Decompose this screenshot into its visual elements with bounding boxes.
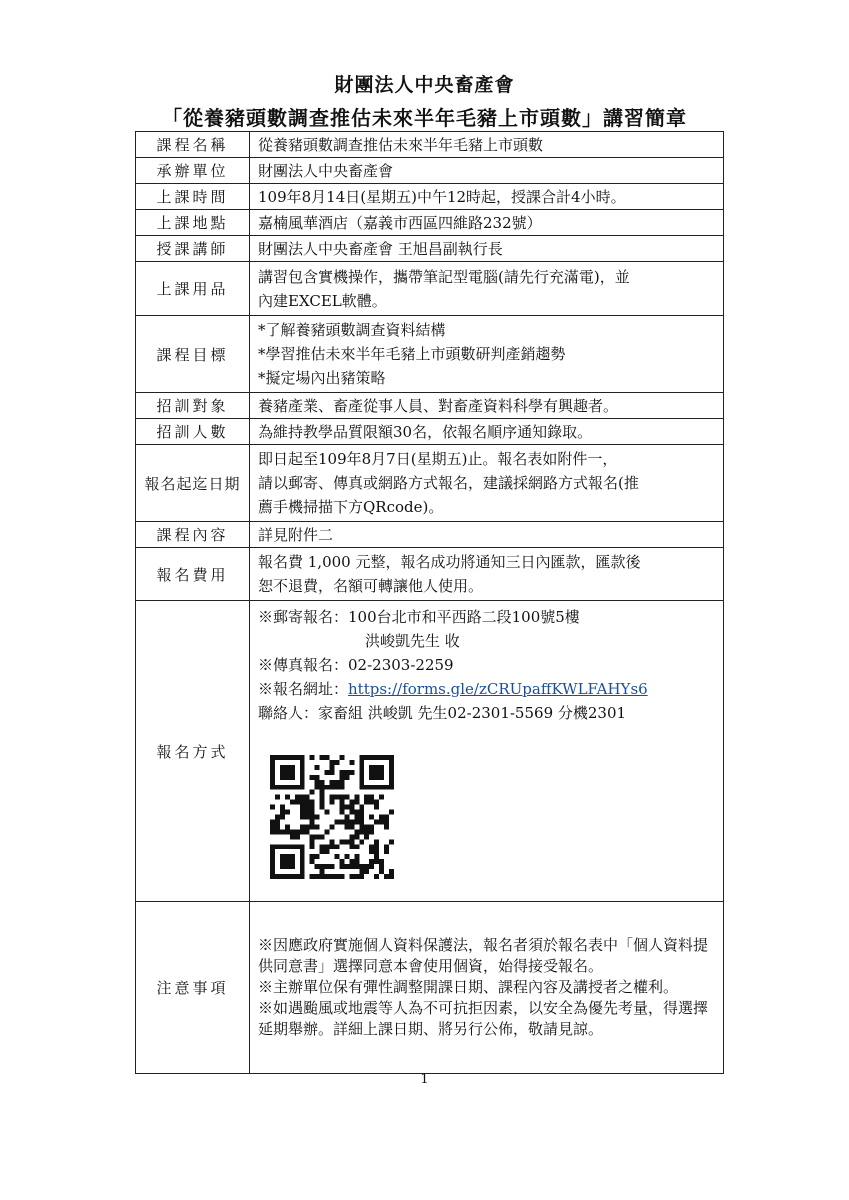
fee-line-2: 恕不退費，名額可轉讓他人使用。 [258,577,484,595]
row-notes [136,902,724,1074]
label-notes: 注意事項 [136,902,250,1074]
value-lecturer: 財團法人中央畜產會 王旭昌副執行長 [250,236,724,262]
mail-recipient: 洪峻凱先生 收 [365,632,460,650]
fax-number: ※傳真報名：02-2303-2259 [258,656,454,674]
value-objectives [250,316,724,393]
label-audience: 招訓對象 [136,393,250,419]
supplies-line-1: 講習包含實機操作，攜帶筆記型電腦(請先行充滿電)，並 [258,267,630,286]
note-paragraph: ※因應政府實施個人資料保護法，報名者須於報名表中「個人資料提供同意書」選擇同意本會使用個資，始得接受報名。 [258,936,709,975]
value-deadline [250,445,724,522]
label-time: 上課時間 [136,184,250,210]
note-paragraph: ※主辦單位保有彈性調整開課日期、課程內容及講授者之權利。 [258,978,679,996]
organization-title: 財團法人中央畜產會 [334,74,515,96]
page-number: 1 [420,1072,429,1087]
fee-line-1: 報名費 1,000 元整，報名成功將通知三日內匯款，匯款後 [258,553,641,571]
row-lecturer [136,236,724,262]
value-fee [250,548,724,601]
label-course-name: 課程名稱 [136,132,250,158]
label-supplies: 上課用品 [136,262,250,316]
row-course-name [136,132,724,158]
value-venue: 嘉楠風華酒店（嘉義市西區四維路232號） [250,210,724,236]
value-organizer: 財團法人中央畜產會 [250,158,724,184]
label-fee: 報名費用 [136,548,250,601]
row-fee [136,548,724,601]
row-content [136,522,724,548]
row-time [136,184,724,210]
row-venue [136,210,724,236]
label-venue: 上課地點 [136,210,250,236]
value-method [250,601,724,902]
document-title: 「從養豬頭數調查推估未來半年毛豬上市頭數」講習簡章 [162,106,687,130]
web-registration [258,677,715,701]
label-capacity: 招訓人數 [136,419,250,445]
objective-item: *了解養豬頭數調查資料結構 [258,321,446,339]
label-lecturer: 授課講師 [136,236,250,262]
objective-item: *學習推估未來半年毛豬上市頭數研判產銷趨勢 [258,345,566,363]
value-course-name: 從養豬頭數調查推估未來半年毛豬上市頭數 [250,132,724,158]
note-paragraph: ※如遇颱風或地震等人為不可抗拒因素，以安全為優先考量，得選擇延期舉辦。詳細上課日期、將另行公佈，敬請見諒。 [258,999,709,1038]
mail-address: ※郵寄報名：100台北市和平西路二段100號5樓 [258,608,580,626]
label-content: 課程內容 [136,522,250,548]
value-notes [250,902,724,1074]
deadline-line-1: 即日起至109年8月7日(星期五)止。報名表如附件一， [258,450,618,468]
course-info-table [135,131,724,1074]
row-objectives [136,316,724,393]
row-audience [136,393,724,419]
label-deadline: 報名起迄日期 [136,445,250,522]
registration-link[interactable]: https://forms.gle/zCRUpaffKWLFAHYs6 [348,680,648,698]
qr-code [270,755,394,879]
supplies-line-2: 內建EXCEL軟體。 [258,291,387,310]
value-time: 109年8月14日(星期五)中午12時起，授課合計4小時。 [250,184,724,210]
row-capacity [136,419,724,445]
label-organizer: 承辦單位 [136,158,250,184]
value-audience: 養豬產業、畜產從事人員、對畜產資料科學有興趣者。 [250,393,724,419]
row-supplies [136,262,724,316]
value-content: 詳見附件二 [250,522,724,548]
row-method [136,601,724,902]
web-label: ※報名網址： [258,680,349,698]
deadline-line-3: 薦手機掃描下方QRcode)。 [258,498,444,516]
objective-item: *擬定場內出豬策略 [258,369,386,387]
value-supplies [250,262,724,316]
value-capacity: 為維持教學品質限額30名，依報名順序通知錄取。 [250,419,724,445]
row-organizer [136,158,724,184]
label-objectives: 課程目標 [136,316,250,393]
deadline-line-2: 請以郵寄、傳真或網路方式報名，建議採網路方式報名(推 [258,474,639,492]
label-method: 報名方式 [136,601,250,902]
row-deadline [136,445,724,522]
contact-person: 聯絡人：家畜組 洪峻凱 先生02-2301-5569 分機2301 [258,704,627,722]
